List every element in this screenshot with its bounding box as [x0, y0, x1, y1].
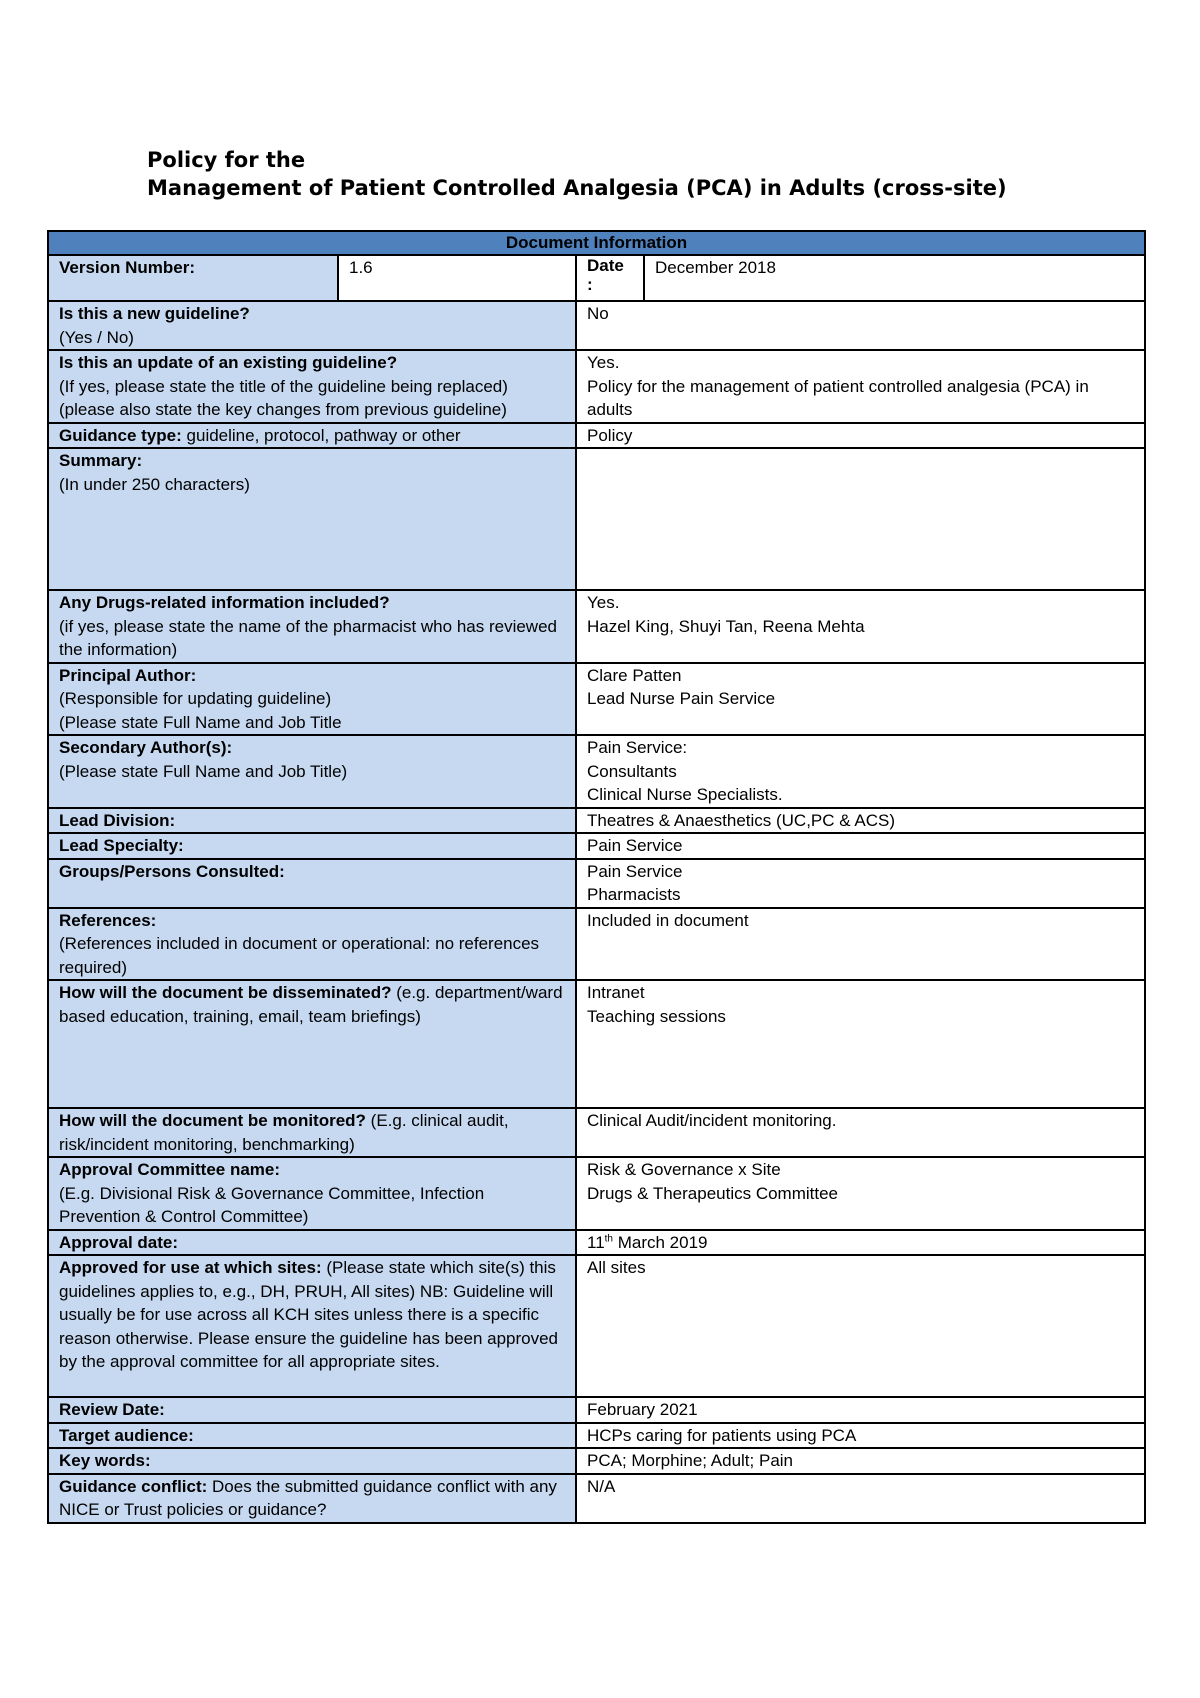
row-value: N/A	[576, 1474, 1145, 1523]
row-value: Intranet Teaching sessions	[576, 980, 1145, 1108]
row-value: Included in document	[576, 908, 1145, 981]
row-label: Guidance type: guideline, protocol, pathway or other	[48, 423, 576, 449]
row-value: Yes. Policy for the management of patient controlled analgesia (PCA) in adults	[576, 350, 1145, 423]
title-line-1: Policy for the	[147, 148, 306, 172]
row-value: PCA; Morphine; Adult; Pain	[576, 1448, 1145, 1474]
row-value: Pain Service Pharmacists	[576, 859, 1145, 908]
version-number-value: 1.6	[338, 255, 576, 301]
table-header: Document Information	[48, 231, 1145, 255]
row-value: HCPs caring for patients using PCA	[576, 1423, 1145, 1449]
row-value: No	[576, 301, 1145, 350]
row-value: Pain Service: Consultants Clinical Nurse Specialists.	[576, 735, 1145, 808]
row-value: February 2021	[576, 1397, 1145, 1423]
row-label: Approval Committee name: (E.g. Divisional Risk & Governance Committee, Infection Prevention & Control Committee)	[48, 1157, 576, 1230]
document-information-table	[47, 230, 1146, 1524]
row-label: Approval date:	[48, 1230, 576, 1256]
date-value: December 2018	[644, 255, 1145, 301]
row-label: Guidance conflict: Does the submitted guidance conflict with any NICE or Trust policies or guidance?	[48, 1474, 576, 1523]
row-label: Secondary Author(s): (Please state Full Name and Job Title)	[48, 735, 576, 808]
row-value: 11th March 2019	[576, 1230, 1145, 1256]
row-label: How will the document be disseminated? (e.g. department/ward based education, training, email, team briefings)	[48, 980, 576, 1108]
row-label: Is this an update of an existing guideline? (If yes, please state the title of the guideline being replaced) (please also state the key changes from previous guideline)	[48, 350, 576, 423]
row-label: Groups/Persons Consulted:	[48, 859, 576, 908]
row-label: Any Drugs-related information included? (if yes, please state the name of the pharmacist who has reviewed the information)	[48, 590, 576, 663]
row-value: Yes. Hazel King, Shuyi Tan, Reena Mehta	[576, 590, 1145, 663]
row-label: Lead Specialty:	[48, 833, 576, 859]
document-title	[147, 146, 1007, 202]
row-label: References: (References included in document or operational: no references required)	[48, 908, 576, 981]
row-label: Approved for use at which sites: (Please state which site(s) this guidelines applies to, e.g., DH, PRUH, All sites) NB: Guideline will usually be for use across all KCH sites unless there is a specific reason otherwise. Please ensure the guideline has been approved by the approval committee for all appropriate sites.	[48, 1255, 576, 1397]
row-label: Key words:	[48, 1448, 576, 1474]
row-label: Is this a new guideline? (Yes / No)	[48, 301, 576, 350]
row-label: Summary: (In under 250 characters)	[48, 448, 576, 590]
row-value: Pain Service	[576, 833, 1145, 859]
row-label: Principal Author: (Responsible for updating guideline) (Please state Full Name and Job Title	[48, 663, 576, 736]
row-label: Target audience:	[48, 1423, 576, 1449]
row-value: Policy	[576, 423, 1145, 449]
version-number-label: Version Number:	[48, 255, 338, 301]
row-value: Risk & Governance x Site Drugs & Therapeutics Committee	[576, 1157, 1145, 1230]
row-value: Clinical Audit/incident monitoring.	[576, 1108, 1145, 1157]
row-value: Theatres & Anaesthetics (UC,PC & ACS)	[576, 808, 1145, 834]
row-label: Lead Division:	[48, 808, 576, 834]
row-label: How will the document be monitored? (E.g. clinical audit, risk/incident monitoring, benchmarking)	[48, 1108, 576, 1157]
date-label: Date :	[576, 255, 644, 301]
row-value: All sites	[576, 1255, 1145, 1397]
title-line-2: Management of Patient Controlled Analgesia (PCA) in Adults (cross-site)	[147, 176, 1007, 200]
row-label: Review Date:	[48, 1397, 576, 1423]
row-value: Clare Patten Lead Nurse Pain Service	[576, 663, 1145, 736]
summary-value	[576, 448, 1145, 590]
